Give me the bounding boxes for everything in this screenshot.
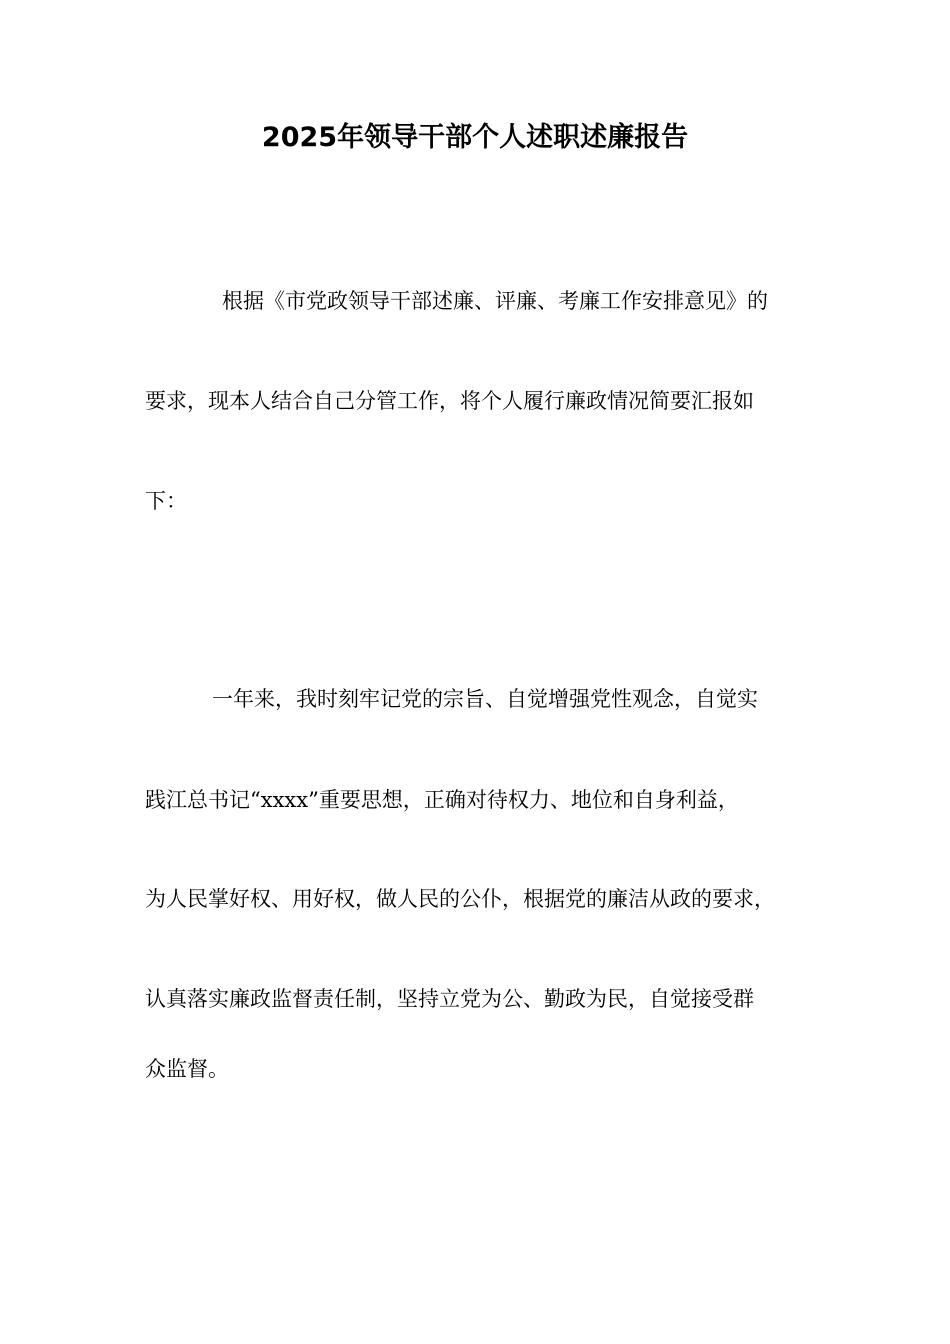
paragraph-1-line-1: 根据《市党政领导干部述廉、评廉、考廉工作安排意见》的 — [222, 289, 768, 313]
document-title: 2025年领导干部个人述职述廉报告 — [261, 122, 689, 153]
paragraph-2-line-3: 为人民掌好权、用好权，做人民的公仆，根据党的廉洁从政的要求， — [145, 887, 775, 911]
paragraph-2-line-2: 践江总书记“xxxx”重要思想，正确对待权力、地位和自身利益， — [145, 788, 739, 812]
paragraph-2-line-1: 一年来，我时刻牢记党的宗旨、自觉增强党性观念，自觉实 — [212, 687, 758, 711]
paragraph-2-line-4: 认真落实廉政监督责任制，坚持立党为公、勤政为民，自觉接受群 — [145, 987, 754, 1011]
paragraph-1-line-3: 下： — [145, 489, 187, 513]
paragraph-1-line-2: 要求，现本人结合自己分管工作，将个人履行廉政情况简要汇报如 — [145, 389, 754, 413]
paragraph-2-line-5: 众监督。 — [145, 1057, 229, 1081]
